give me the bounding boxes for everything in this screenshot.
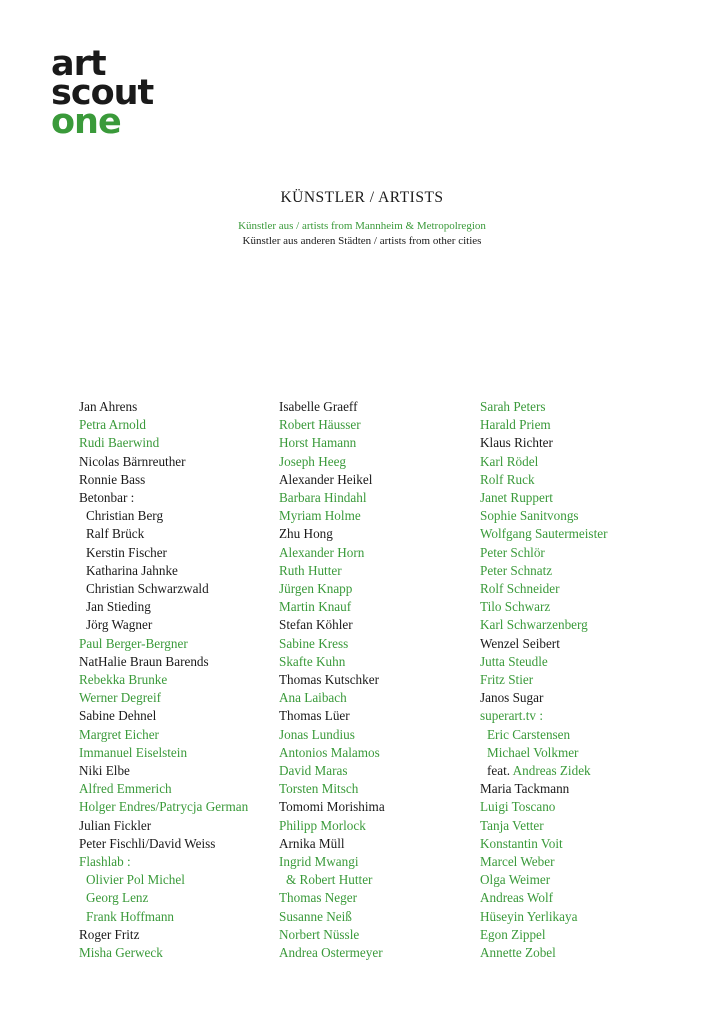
artist-name-text: Zhu Hong [279,526,333,542]
artist-name-text: Werner Degreif [79,690,162,706]
artist-name-text: Tanja Vetter [480,817,544,833]
artist-name-text: Tomomi Morishima [279,799,385,815]
artist-name [480,507,607,525]
artist-name [480,780,607,798]
artist-column-2 [279,398,385,962]
artist-name [79,598,248,616]
artist-name [79,580,248,598]
artist-name [79,653,248,671]
artist-name-text: Rebekka Brunke [79,672,168,688]
artist-name [480,598,607,616]
artist-name-text: Peter Schnatz [480,562,553,578]
artist-name [279,871,385,889]
artist-name-text: Frank Hoffmann [86,908,175,924]
artist-name [480,489,607,507]
artist-name [79,926,248,944]
artist-name [279,707,385,725]
artist-name [480,726,607,744]
artist-name-text: Holger Endres/Patrycja German [79,799,249,815]
artist-name [279,817,385,835]
artist-name [279,598,385,616]
artist-name-text: Sophie Sanitvongs [480,508,579,524]
artist-name-text: Thomas Neger [279,890,357,906]
artist-name-text: Peter Fischli/David Weiss [79,835,216,851]
artist-name [79,798,248,816]
artist-name [79,489,248,507]
logo-line-one: one [51,102,121,142]
artist-name [279,908,385,926]
artist-name [480,635,607,653]
artist-name-text: Andrea Ostermeyer [279,945,383,961]
artist-name-text: Ruth Hutter [279,562,342,578]
artist-name [480,398,607,416]
artist-name [279,762,385,780]
legend-other: Künstler aus anderen Städten / artists from other cities [242,235,482,247]
artist-name-text: Olga Weimer [480,872,551,888]
artist-name-text: Flashlab : [79,854,131,870]
artist-name [279,653,385,671]
artist-name-text: Peter Schlör [480,544,545,560]
artist-name [79,780,248,798]
artist-name-text: Thomas Kutschker [279,672,379,688]
artist-name-text: Jan Ahrens [79,399,138,414]
artist-name-text: Wolfgang Sautermeister [480,526,608,542]
artist-name [79,471,248,489]
artist-name-text: Kerstin Fischer [86,544,167,560]
artist-name [79,398,248,416]
artist-name [480,853,607,871]
artist-name-text: Christian Schwarzwald [86,581,209,597]
artist-name [79,671,248,689]
artist-name-text: Margret Eicher [79,726,159,742]
artist-name [279,616,385,634]
artist-name-text: Sabine Kress [279,635,349,651]
artist-name-text: Stefan Köhler [279,617,353,633]
artist-name-text: Joseph Heeg [279,453,347,469]
artist-name-text: Alfred Emmerich [79,781,172,797]
artist-name [79,635,248,653]
artist-name [279,726,385,744]
artist-name [279,580,385,598]
artist-name-text: Rolf Schneider [480,581,560,597]
artist-name [480,707,607,725]
artist-name-text: Antonios Malamos [279,744,380,760]
artist-name-text: Michael Volkmer [487,744,579,760]
artist-name-text: Katharina Jahnke [86,562,178,578]
artist-name [79,726,248,744]
artist-name-text: Sabine Dehnel [79,708,157,724]
artist-name-text: Misha Gerweck [79,945,163,961]
artist-name-text: Olivier Pol Michel [86,872,185,888]
artist-name [279,453,385,471]
artist-name-text: Betonbar : [79,490,135,506]
artist-name-text: Ronnie Bass [79,471,146,487]
artist-name [279,544,385,562]
artist-name [279,835,385,853]
artist-name [79,544,248,562]
artist-name-text: David Maras [279,763,348,779]
artist-name [480,671,607,689]
artist-name [480,798,607,816]
artist-name [480,653,607,671]
artist-name [79,762,248,780]
artist-name-text: Jürgen Knapp [279,581,353,597]
artist-name-text: Arnika Müll [279,835,345,851]
artist-name-text: Tilo Schwarz [480,599,551,615]
artist-name-text: Ana Laibach [279,690,347,706]
artist-column-3 [480,398,607,962]
artist-name-text: Luigi Toscano [480,799,556,815]
page-title: KÜNSTLER / ARTISTS [280,189,444,206]
artist-name-text: Susanne Neiß [279,908,352,924]
artist-name [279,635,385,653]
artist-name [279,689,385,707]
artist-name [480,908,607,926]
artist-name-text: Klaus Richter [480,435,553,451]
artist-name-text: Thomas Lüer [279,708,350,724]
artist-name [279,798,385,816]
artist-name [79,689,248,707]
artist-name-text: Julian Fickler [79,817,152,833]
artist-name [279,416,385,434]
artist-name [279,671,385,689]
artist-name [480,871,607,889]
artist-name-text: Janos Sugar [480,690,544,706]
artist-name [279,780,385,798]
artist-name [279,853,385,871]
artist-name-text: NatHalie Braun Barends [79,653,209,669]
artist-name-text: Horst Hamann [279,435,357,451]
artist-name [79,835,248,853]
artist-name-suffix: Andreas Zidek [512,763,591,779]
artist-name [480,817,607,835]
legend-local: Künstler aus / artists from Mannheim & Metropolregion [238,220,486,232]
artist-name-text: Barbara Hindahl [279,490,367,506]
artist-name-text: Andreas Wolf [480,890,554,906]
artist-name-text: Eric Carstensen [487,726,571,742]
artist-name-text: Norbert Nüssle [279,926,360,942]
artist-name-text: Karl Schwarzenberg [480,617,588,633]
artist-name [79,616,248,634]
artist-name-text: Ralf Brück [86,526,145,542]
artist-name [79,817,248,835]
artist-name-text: Nicolas Bärnreuther [79,453,186,469]
artist-name [79,525,248,543]
artist-name-text: Roger Fritz [79,926,140,942]
artist-name-text: Torsten Mitsch [279,781,359,797]
artist-name-text: Marcel Weber [480,854,555,870]
artist-name-text: Wenzel Seibert [480,635,560,651]
artist-name [279,926,385,944]
artist-name-text: Skafte Kuhn [279,653,346,669]
artist-name-text: Jan Stieding [86,599,151,615]
artist-name [79,434,248,452]
artist-name [279,471,385,489]
artist-name-text: Konstantin Voit [480,835,563,851]
artist-name [279,889,385,907]
artist-name [279,525,385,543]
artist-name [79,871,248,889]
artist-name-text: Niki Elbe [79,763,130,779]
artist-name [79,707,248,725]
artist-name [279,944,385,962]
artist-name [480,926,607,944]
artist-name [79,562,248,580]
artist-name-text: Myriam Holme [279,508,361,524]
artist-name [279,434,385,452]
artist-name [480,835,607,853]
artist-name [480,471,607,489]
artist-name-text: Fritz Stier [480,672,534,688]
artist-name [79,507,248,525]
artist-name-text: Philipp Morlock [279,817,366,833]
artist-column-1 [79,398,248,962]
artist-name-text: Jonas Lundius [279,726,355,742]
artist-name [79,744,248,762]
artist-name-text: & Robert Hutter [286,872,373,888]
artist-name [480,944,607,962]
legend [0,219,724,249]
logo [51,44,154,142]
artist-name [79,853,248,871]
artist-name-text: Sarah Peters [480,399,546,414]
artist-name [480,616,607,634]
artist-name [279,489,385,507]
artist-name [279,398,385,416]
artist-name [480,689,607,707]
artist-name-text: Jutta Steudle [480,653,548,669]
logo-line-art: art [51,44,106,84]
artist-name [480,562,607,580]
artist-name-text: Paul Berger-Bergner [79,635,188,651]
artist-name [480,416,607,434]
artist-name [480,744,607,762]
artist-name [480,889,607,907]
artist-name-text: Ingrid Mwangi [279,854,359,870]
artist-name-text: Georg Lenz [86,890,149,906]
artist-name [279,507,385,525]
artist-name [79,416,248,434]
artist-name-text: Jörg Wagner [86,617,153,633]
artist-name-text: Martin Knauf [279,599,352,615]
artist-name-text: Karl Rödel [480,453,539,469]
artist-name [279,562,385,580]
artist-name [480,525,607,543]
artist-name [480,580,607,598]
artist-name-text: Harald Priem [480,417,551,433]
artist-name [79,889,248,907]
artist-name-text: Alexander Heikel [279,471,373,487]
artist-name-text: Petra Arnold [79,417,147,433]
artist-name-text: Hüseyin Yerlikaya [480,908,578,924]
artist-name-text: Isabelle Graeff [279,399,358,414]
artist-name-text: Janet Ruppert [480,490,553,506]
artist-name [279,744,385,762]
artist-name-text: Robert Häusser [279,417,361,433]
logo-line-scout: scout [51,73,154,113]
artist-name [480,762,607,780]
artist-name-text: Annette Zobel [480,945,556,961]
artist-name-text: feat. [487,763,511,779]
artist-name [79,453,248,471]
artist-name-text: Maria Tackmann [480,781,570,797]
artist-name-text: Alexander Horn [279,544,365,560]
artist-name [79,944,248,962]
artist-name-text: Egon Zippel [480,926,546,942]
artist-name [480,544,607,562]
artist-name-text: Rolf Ruck [480,471,535,487]
artist-name-text: superart.tv : [480,708,543,724]
artist-name [79,908,248,926]
artist-name-text: Rudi Baerwind [79,435,160,451]
artist-name-text: Christian Berg [86,508,164,524]
artist-name [480,453,607,471]
artist-name [480,434,607,452]
artist-name-text: Immanuel Eiselstein [79,744,188,760]
